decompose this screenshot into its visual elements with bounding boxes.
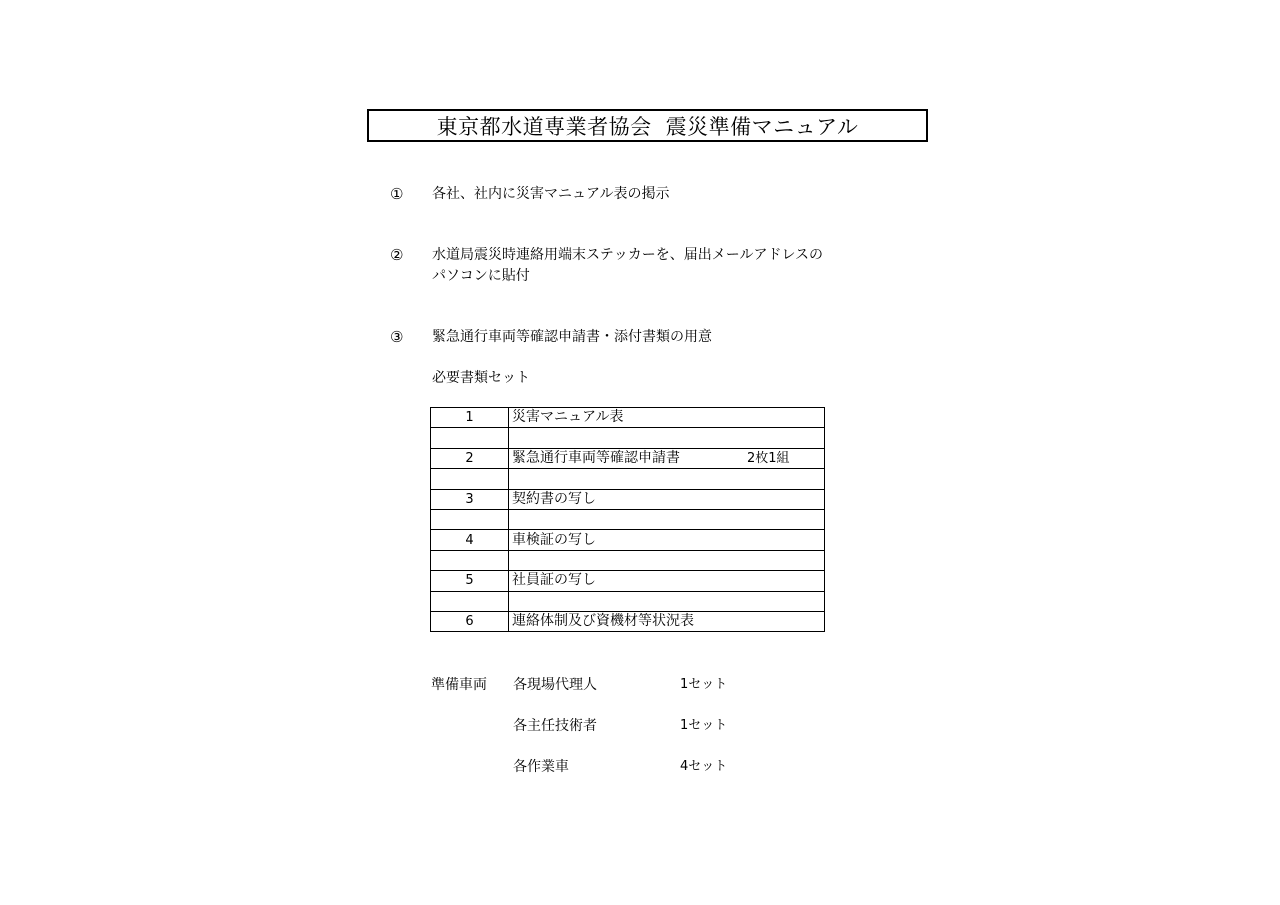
doc-quantity: 2枚1組 bbox=[747, 450, 790, 466]
item-2-mark: ② bbox=[390, 246, 404, 264]
table-row bbox=[431, 408, 825, 428]
vehicles-label: 準備車両 bbox=[431, 677, 487, 693]
documents-table bbox=[430, 407, 825, 632]
item-3-text: 緊急通行車両等確認申請書・添付書類の用意 bbox=[432, 329, 712, 345]
item-1-text: 各社、社内に災害マニュアル表の掲示 bbox=[432, 186, 670, 202]
doc-number: 1 bbox=[431, 408, 509, 428]
table-row bbox=[431, 489, 825, 509]
item-3-mark: ③ bbox=[390, 328, 404, 346]
doc-name: 車検証の写し bbox=[509, 530, 825, 550]
table-row bbox=[431, 530, 825, 550]
doc-number: 4 bbox=[431, 530, 509, 550]
doc-number: 2 bbox=[431, 448, 509, 468]
doc-name: 連絡体制及び資機材等状況表 bbox=[509, 611, 825, 631]
item-2-text-line2: パソコンに貼付 bbox=[432, 268, 530, 284]
documents-heading: 必要書類セット bbox=[432, 370, 530, 386]
table-row bbox=[431, 571, 825, 591]
title-subject: 震災準備マニュアル bbox=[665, 114, 859, 139]
table-row-spacer bbox=[431, 428, 825, 448]
table-row-spacer bbox=[431, 550, 825, 570]
vehicle-quantity: 1セット bbox=[680, 677, 728, 692]
doc-number: 6 bbox=[431, 611, 509, 631]
table-row-spacer bbox=[431, 591, 825, 611]
vehicle-quantity: 4セット bbox=[680, 759, 728, 774]
title-org: 東京都水道専業者協会 bbox=[436, 114, 652, 139]
doc-name: 緊急通行車両等確認申請書 2枚1組 bbox=[509, 448, 825, 468]
item-1-mark: ① bbox=[390, 185, 404, 203]
doc-number: 5 bbox=[431, 571, 509, 591]
table-row-spacer bbox=[431, 509, 825, 529]
table-row bbox=[431, 448, 825, 468]
vehicle-name: 各主任技術者 bbox=[513, 718, 597, 734]
document-title bbox=[367, 109, 928, 142]
doc-name: 契約書の写し bbox=[509, 489, 825, 509]
item-2-text-line1: 水道局震災時連絡用端末ステッカーを、届出メールアドレスの bbox=[432, 247, 824, 263]
doc-number: 3 bbox=[431, 489, 509, 509]
vehicle-name: 各現場代理人 bbox=[513, 677, 597, 693]
vehicle-quantity: 1セット bbox=[680, 718, 728, 733]
table-row bbox=[431, 611, 825, 631]
doc-name: 社員証の写し bbox=[509, 571, 825, 591]
doc-name: 災害マニュアル表 bbox=[509, 408, 825, 428]
table-row-spacer bbox=[431, 469, 825, 489]
vehicle-name: 各作業車 bbox=[513, 759, 569, 775]
